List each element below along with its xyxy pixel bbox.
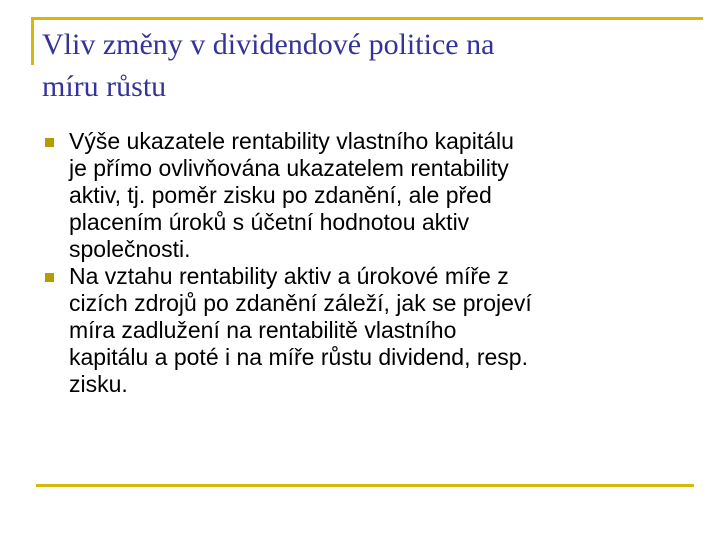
title-line: míru růstu xyxy=(42,70,167,103)
bullet-line: zisku. xyxy=(69,371,128,397)
title-line: Vliv změny v dividendové politice na xyxy=(42,28,495,61)
bullet-line: míra zadlužení na rentabilitě vlastního xyxy=(69,317,457,343)
bullet-line: cizích zdrojů po zdanění záleží, jak se projeví xyxy=(69,290,532,316)
bullet-item xyxy=(36,128,696,263)
bullet-line: Výše ukazatele rentability vlastního kapitálu xyxy=(69,128,514,154)
square-bullet-icon xyxy=(45,273,54,282)
bullet-line: placením úroků s účetní hodnotou aktiv xyxy=(69,209,470,235)
bottom-accent-rule xyxy=(36,484,694,487)
top-accent-rule xyxy=(31,17,703,20)
bullet-line: aktiv, tj. poměr zisku po zdanění, ale před xyxy=(69,182,492,208)
bullet-line: společnosti. xyxy=(69,236,191,262)
square-bullet-icon xyxy=(45,138,54,147)
bullet-line: kapitálu a poté i na míře růstu dividend, resp. xyxy=(69,344,528,370)
slide-title xyxy=(42,24,692,108)
bullet-line: Na vztahu rentability aktiv a úrokové míře z xyxy=(69,263,509,289)
bullet-item xyxy=(36,263,696,398)
bullet-line: je přímo ovlivňována ukazatelem rentability xyxy=(69,155,509,181)
left-accent-rule xyxy=(31,17,34,65)
bullet-list xyxy=(36,128,696,398)
